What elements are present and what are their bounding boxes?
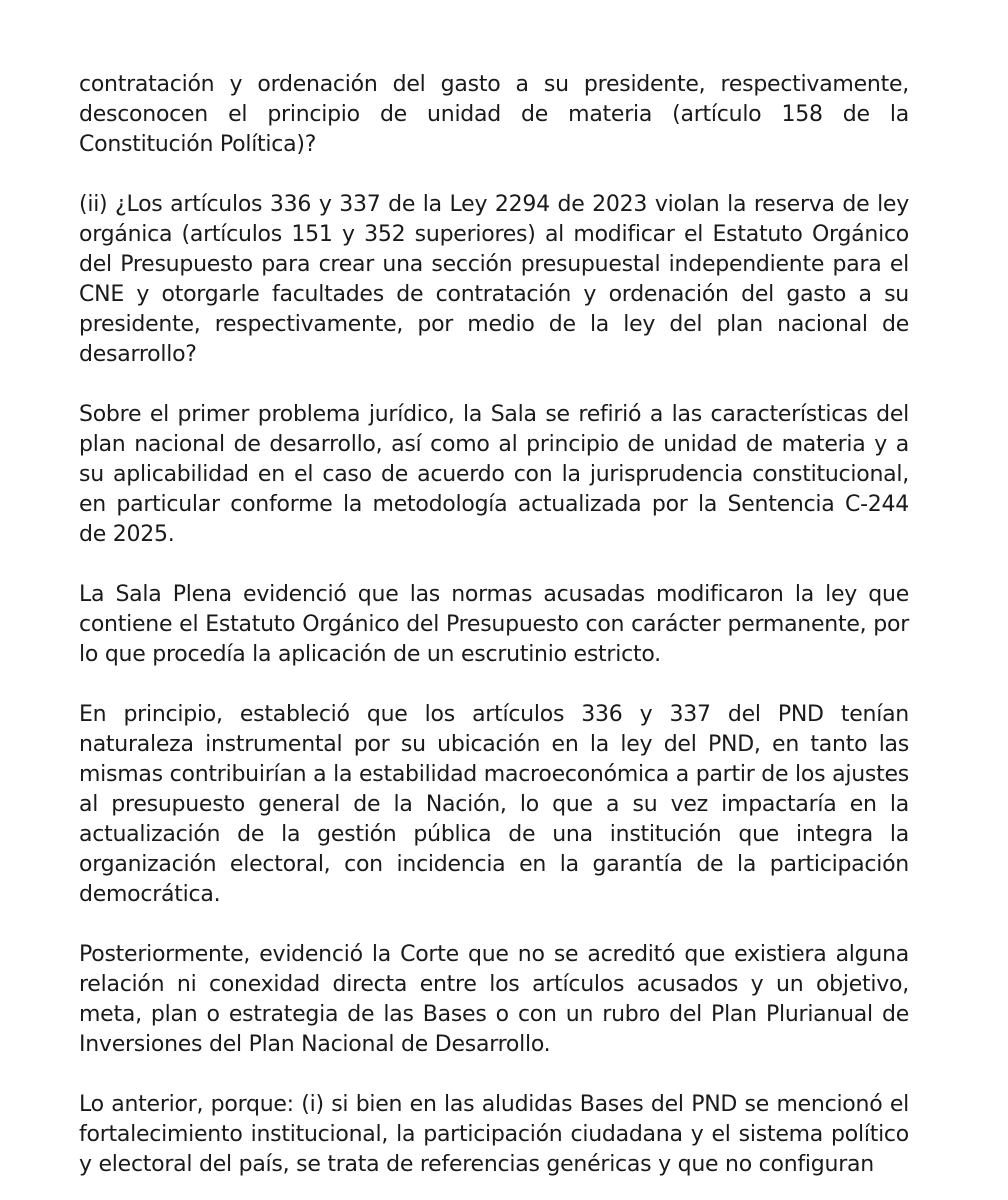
paragraph-legal-question-ii: (ii) ¿Los artículos 336 y 337 de la Ley 2294 de 2023 violan la reserva de ley orgánica (artículos 151 y 352 superiores) al modificar el Estatuto Orgánico del Presupuesto para crear una sección presupuestal independiente para el CNE y otorgarle facultades de contratación y ordenación del gasto a su presidente, respectivamente, por medio de la ley del plan nacional de desarrollo? [79,192,909,367]
paragraph-no-connection: Posteriormente, evidenció la Corte que no se acreditó que existiera alguna relación ni conexidad directa entre los artículos acusados y un objetivo, meta, plan o estrategia de las Bases o con un rubro del Plan Plurianual de Inversiones del Plan Nacional de Desarrollo. [79,942,909,1057]
paragraph-continuation: contratación y ordenación del gasto a su presidente, respectivamente, desconocen el principio de unidad de materia (artículo 158 de la Constitución Política)? [79,72,909,157]
document-page [79,70,909,1180]
paragraph-strict-scrutiny: La Sala Plena evidenció que las normas acusadas modificaron la ley que contiene el Estatuto Orgánico del Presupuesto con carácter permanente, por lo que procedía la aplicación de un escrutinio estricto. [79,582,909,667]
paragraph-instrumental-nature: En principio, estableció que los artículos 336 y 337 del PND tenían naturaleza instrumental por su ubicación en la ley del PND, en tanto las mismas contribuirían a la estabilidad macroeconómica a partir de los ajustes al presupuesto general de la Nación, lo que a su vez impactaría en la actualización de la gestión pública de una institución que integra la organización electoral, con incidencia en la garantía de la participación democrática. [79,702,909,907]
paragraph-reasons: Lo anterior, porque: (i) si bien en las aludidas Bases del PND se mencionó el fortalecimiento institucional, la participación ciudadana y el sistema político y electoral del país, se trata de referencias genéricas y que no configuran [79,1092,909,1177]
paragraph-first-legal-problem: Sobre el primer problema jurídico, la Sala se refirió a las características del plan nacional de desarrollo, así como al principio de unidad de materia y a su aplicabilidad en el caso de acuerdo con la jurisprudencia constitucional, en particular conforme la metodología actualizada por la Sentencia C-244 de 2025. [79,402,909,547]
